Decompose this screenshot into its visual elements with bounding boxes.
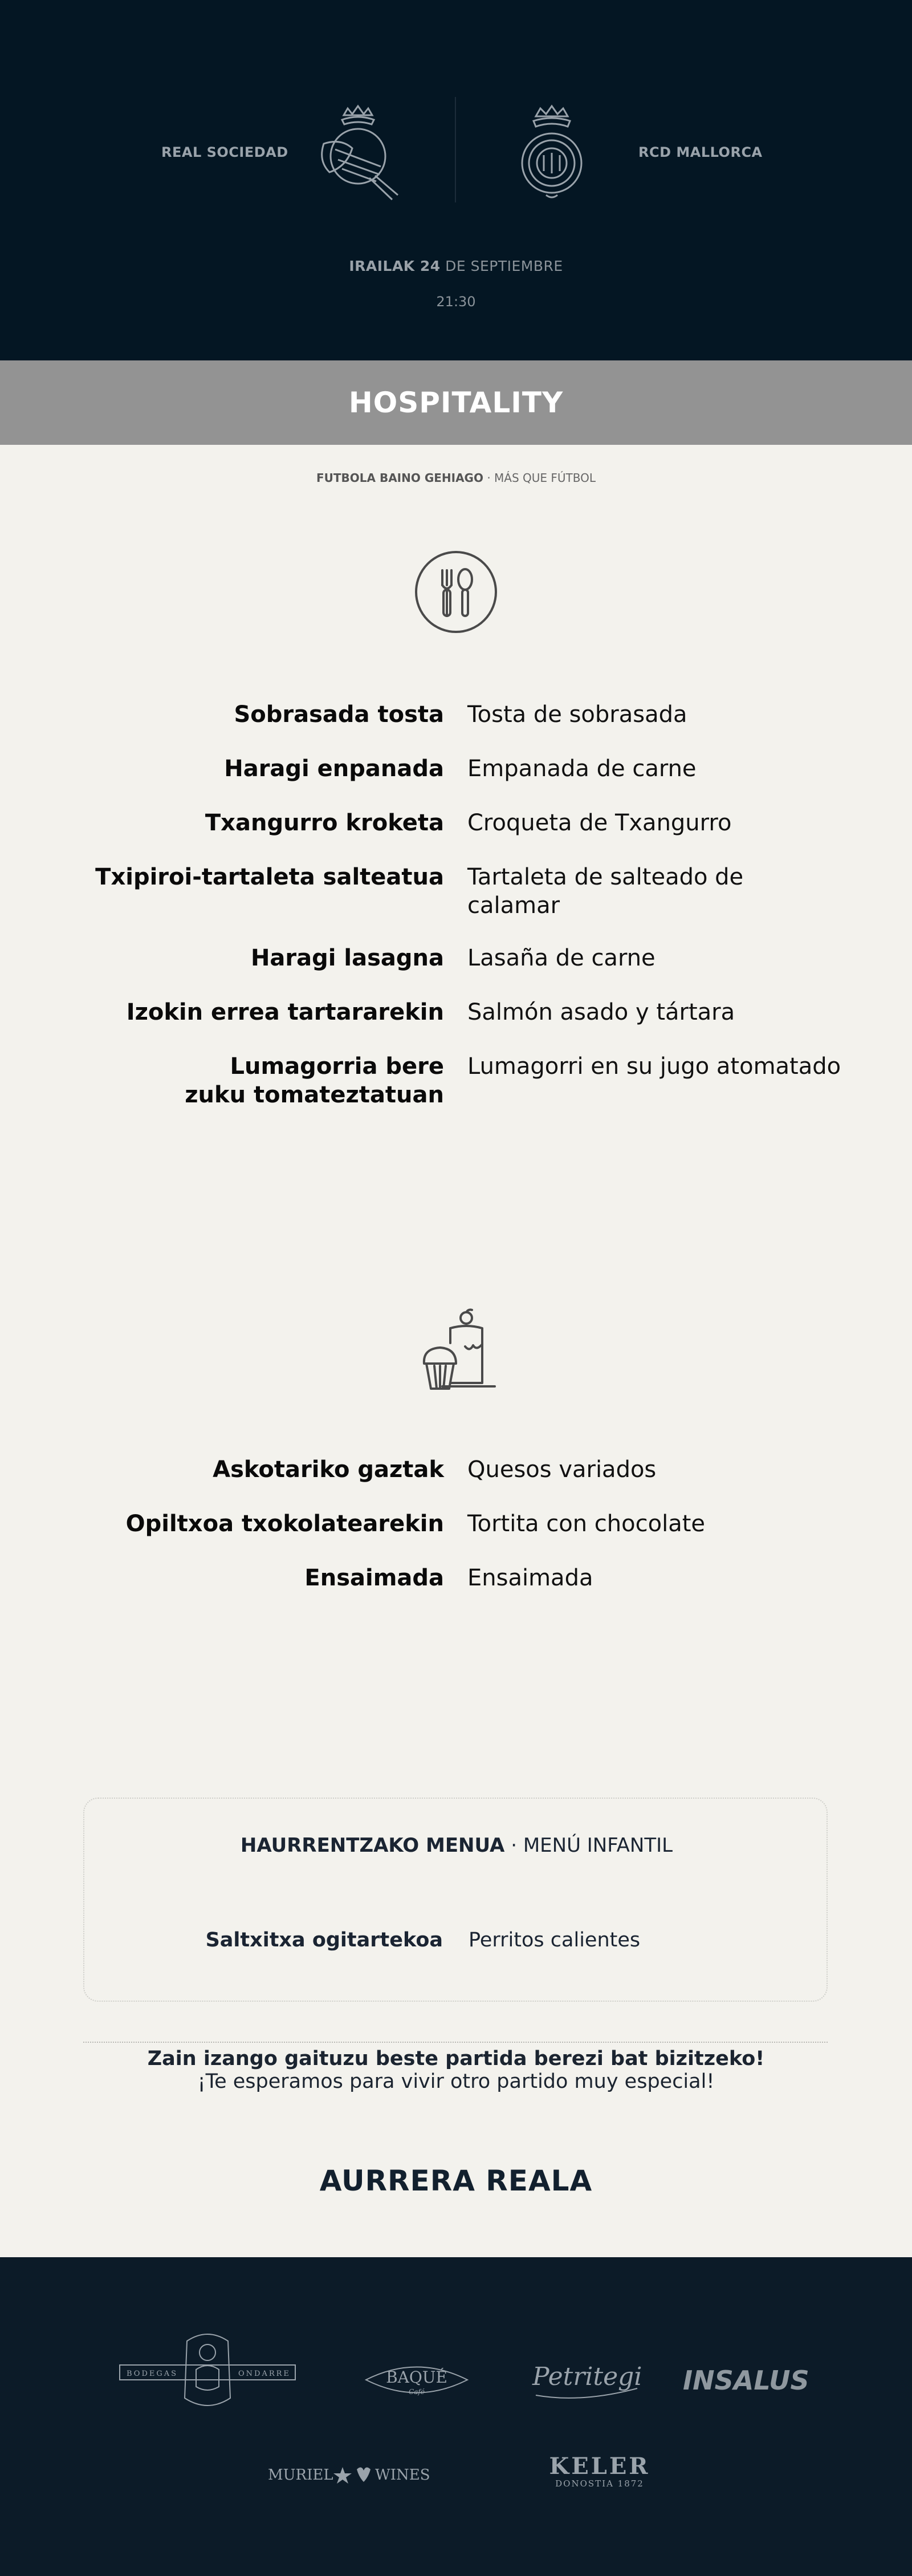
- bodegas-logo-right-text: ONDARRE: [238, 2370, 291, 2378]
- kids-menu-title-eu: HAURRENTZAKO MENUA: [240, 1834, 505, 1857]
- insalus-logo-text: INSALUS: [683, 2365, 809, 2396]
- baque-logo-text: BAQUÉ: [386, 2368, 447, 2387]
- dish-name-es: Tosta de sobrasada: [467, 701, 687, 728]
- baque-logo-subtext: Café: [409, 2388, 425, 2396]
- petritegi-logo: [530, 2346, 642, 2409]
- dish-name-eu: Txipiroi-tartaleta salteatua: [95, 864, 444, 890]
- dish-name-es: Lasaña de carne: [467, 945, 656, 971]
- dish-name-eu: Haragi enpanada: [224, 756, 444, 782]
- dish-name-eu: Haragi lasagna: [250, 945, 444, 971]
- home-team-name: REAL SOCIEDAD: [161, 144, 288, 160]
- dish-name-es: Salmón asado y tártara: [467, 999, 735, 1025]
- kids-menu-box: [83, 1798, 828, 2002]
- match-date-day: IRAILAK 24: [349, 258, 441, 274]
- dish-name-es: Lumagorri en su jugo atomatado: [467, 1053, 841, 1080]
- hospitality-banner: [0, 360, 912, 445]
- kids-dish-eu: Saltxitxa ogitartekoa: [205, 1929, 443, 1952]
- keler-logo-text: KELER: [549, 2453, 650, 2480]
- insalus-logo: [681, 2361, 809, 2401]
- closing-divider: [83, 2042, 828, 2043]
- tagline-eu: FUTBOLA BAINO GEHIAGO: [316, 471, 483, 485]
- match-header: [0, 0, 912, 360]
- dish-name-es: Quesos variados: [467, 1457, 657, 1483]
- dessert-icon: [420, 1309, 497, 1393]
- bodegas-ondarre-logo: [119, 2330, 296, 2415]
- match-date: [0, 258, 912, 274]
- away-team-name: RCD MALLORCA: [638, 144, 763, 160]
- keler-logo: [532, 2452, 667, 2492]
- dish-name-es: Empanada de carne: [467, 756, 697, 782]
- closing-message-es: ¡Te esperamos para vivir otro partido muy especial!: [197, 2070, 715, 2093]
- slogan: AURRERA REALA: [319, 2164, 593, 2197]
- header-divider: [455, 97, 456, 202]
- match-time: 21:30: [436, 294, 476, 310]
- kids-menu-title: [84, 1834, 829, 1857]
- dish-name-eu: Askotariko gaztak: [213, 1457, 444, 1483]
- baque-cafe-logo: [363, 2360, 471, 2400]
- kids-menu-title-es: MENÚ INFANTIL: [523, 1834, 673, 1857]
- cutlery-icon: [414, 550, 498, 634]
- dish-name-es: Ensaimada: [467, 1565, 593, 1591]
- dish-name-eu: Lumagorria bere zuku tomateztatuan: [185, 1053, 444, 1108]
- muriel-logo-right-text: WINES: [375, 2467, 430, 2484]
- tagline-es: MÁS QUE FÚTBOL: [494, 471, 596, 485]
- muriel-wines-logo: [268, 2463, 433, 2485]
- dish-name-eu: Opiltxoa txokolatearekin: [125, 1511, 444, 1537]
- petritegi-logo-text: Petritegi: [532, 2362, 642, 2391]
- kids-menu-title-separator: ·: [511, 1834, 517, 1857]
- dish-name-eu: Sobrasada tosta: [234, 701, 444, 728]
- kids-dish-es: Perritos calientes: [469, 1929, 641, 1952]
- dish-name-eu: Txangurro kroketa: [205, 810, 444, 836]
- keler-logo-subtext: DONOSTIA 1872: [555, 2478, 644, 2489]
- dish-name-es: Tartaleta de salteado de calamar: [467, 864, 744, 919]
- rcd-mallorca-crest-icon: [506, 104, 597, 201]
- tagline: [0, 471, 912, 485]
- tagline-separator: ·: [487, 471, 491, 485]
- muriel-logo-left-text: MURIEL: [268, 2467, 333, 2484]
- closing-message-eu: Zain izango gaituzu beste partida berezi bat bizitzeko!: [147, 2047, 765, 2070]
- real-sociedad-crest-icon: [312, 104, 404, 201]
- dish-name-eu: Izokin errea tartararekin: [126, 999, 444, 1025]
- dish-name-es: Tortita con chocolate: [467, 1511, 705, 1537]
- banner-title: HOSPITALITY: [348, 386, 564, 419]
- sponsors-footer: [0, 2257, 912, 2576]
- match-date-month: DE SEPTIEMBRE: [445, 258, 563, 274]
- dish-name-eu: Ensaimada: [304, 1565, 444, 1591]
- bodegas-logo-left-text: BODEGAS: [127, 2370, 178, 2378]
- dish-name-es: Croqueta de Txangurro: [467, 810, 732, 836]
